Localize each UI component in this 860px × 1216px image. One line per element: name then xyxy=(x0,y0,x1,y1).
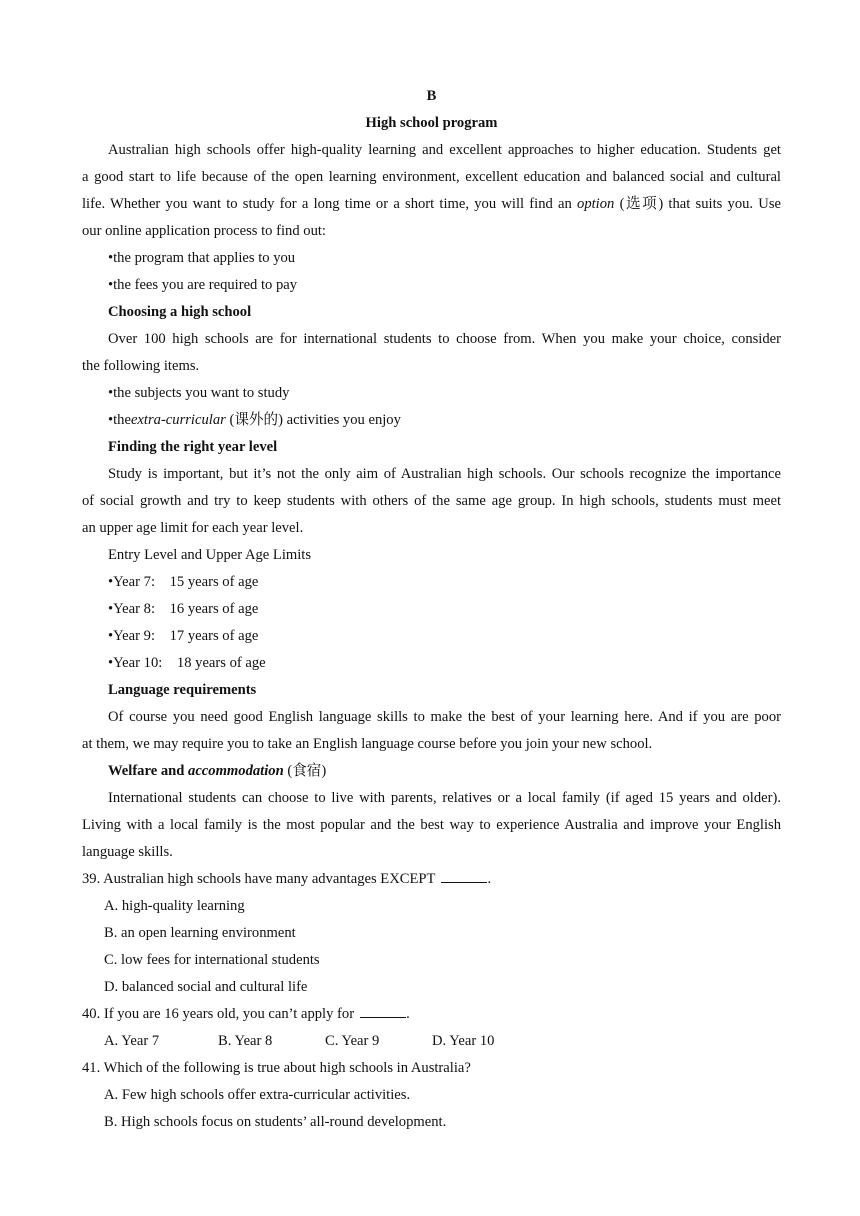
age-row-year: •Year 7: xyxy=(108,574,156,590)
choosing-line-1: Over 100 high schools are for international students to choose from. When you make your choice, consider xyxy=(108,331,781,347)
heading-year-level: Finding the right year level xyxy=(108,439,278,455)
question-39-option: B. an open learning environment xyxy=(104,925,296,941)
question-39-option: A. high-quality learning xyxy=(104,898,245,914)
term-accommodation: accommodation xyxy=(188,763,284,779)
age-row-age: 16 years of age xyxy=(169,601,259,617)
heading-welfare-gloss: (食宿) xyxy=(287,763,327,779)
bullet-fees: •the fees you are required to pay xyxy=(108,277,298,293)
question-41-stem: 41. Which of the following is true about high schools in Australia? xyxy=(82,1060,471,1076)
passage-title: High school program xyxy=(365,115,498,131)
document-page xyxy=(82,83,781,1136)
age-row-year: •Year 9: xyxy=(108,628,156,644)
intro-line-2: a good start to life because of the open learning environment, excellent education and balanced social and cultural xyxy=(82,169,781,185)
intro-line-3-text: life. Whether you want to study for a long time or a short time, you will find an xyxy=(82,196,572,212)
bullet-activities-pre: •the xyxy=(108,412,131,428)
age-row-year: •Year 10: xyxy=(108,655,163,671)
year-line-3: an upper age limit for each year level. xyxy=(82,520,304,536)
intro-line-3-text-end: (选项) that suits you. Use xyxy=(619,196,781,212)
welfare-line-3: language skills. xyxy=(82,844,173,860)
heading-language: Language requirements xyxy=(108,682,257,698)
heading-welfare xyxy=(82,758,781,785)
age-row xyxy=(82,569,781,596)
heading-welfare-pre: Welfare and xyxy=(108,763,185,779)
age-row-age: 18 years of age xyxy=(176,655,266,671)
question-39-stem: 39. Australian high schools have many advantages EXCEPT . xyxy=(82,866,781,893)
question-41-option: A. Few high schools offer extra-curricular activities. xyxy=(104,1087,411,1103)
question-40-option: A. Year 7 xyxy=(104,1033,160,1049)
answer-blank xyxy=(441,868,487,883)
question-39-text: 39. Australian high schools have many advantages EXCEPT xyxy=(82,871,436,887)
age-row-age: 17 years of age xyxy=(169,628,259,644)
welfare-line-2: Living with a local family is the most popular and the best way to experience Australia and improve your English xyxy=(82,817,781,833)
question-41-option: B. High schools focus on students’ all-round development. xyxy=(104,1114,447,1130)
question-40-option: B. Year 8 xyxy=(218,1033,273,1049)
question-40-option: D. Year 10 xyxy=(432,1033,495,1049)
question-40-option: C. Year 9 xyxy=(325,1033,380,1049)
bullet-program: •the program that applies to you xyxy=(108,250,296,266)
year-line-1: Study is important, but it’s not the only aim of Australian high schools. Our schools recognize the importance xyxy=(108,466,781,482)
heading-choosing: Choosing a high school xyxy=(108,304,252,320)
age-row-year: •Year 8: xyxy=(108,601,156,617)
bullet-subjects: •the subjects you want to study xyxy=(108,385,290,401)
intro-line-4: our online application process to find out: xyxy=(82,223,326,239)
language-line-2: at them, we may require you to take an English language course before you join your new school. xyxy=(82,736,653,752)
choosing-line-2: the following items. xyxy=(82,358,200,374)
answer-blank xyxy=(360,1003,406,1018)
age-row xyxy=(82,623,781,650)
bullet-activities xyxy=(82,407,781,434)
section-letter: B xyxy=(426,88,437,104)
age-row xyxy=(82,650,781,677)
entry-level-heading: Entry Level and Upper Age Limits xyxy=(108,547,312,563)
question-40-text: 40. If you are 16 years old, you can’t apply for xyxy=(82,1006,355,1022)
question-39-option: D. balanced social and cultural life xyxy=(104,979,308,995)
term-extra-curricular: extra-curricular xyxy=(130,412,226,428)
question-40-options xyxy=(82,1028,781,1055)
age-row-age: 15 years of age xyxy=(169,574,259,590)
age-row xyxy=(82,596,781,623)
bullet-activities-post: (课外的) activities you enjoy xyxy=(229,412,401,428)
term-option: option xyxy=(577,196,615,212)
language-line-1: Of course you need good English language skills to make the best of your learning here. And if you are poor xyxy=(108,709,781,725)
year-line-2: of social growth and try to keep students with others of the same age group. In high schools, students must meet xyxy=(82,493,781,509)
intro-line-3 xyxy=(82,191,781,218)
intro-line-1: Australian high schools offer high-quality learning and excellent approaches to higher education. Students get xyxy=(108,142,781,158)
welfare-line-1: International students can choose to live with parents, relatives or a local family (if aged 15 years and older). xyxy=(108,790,781,806)
question-40-stem: 40. If you are 16 years old, you can’t apply for . xyxy=(82,1001,781,1028)
question-39-option: C. low fees for international students xyxy=(104,952,320,968)
